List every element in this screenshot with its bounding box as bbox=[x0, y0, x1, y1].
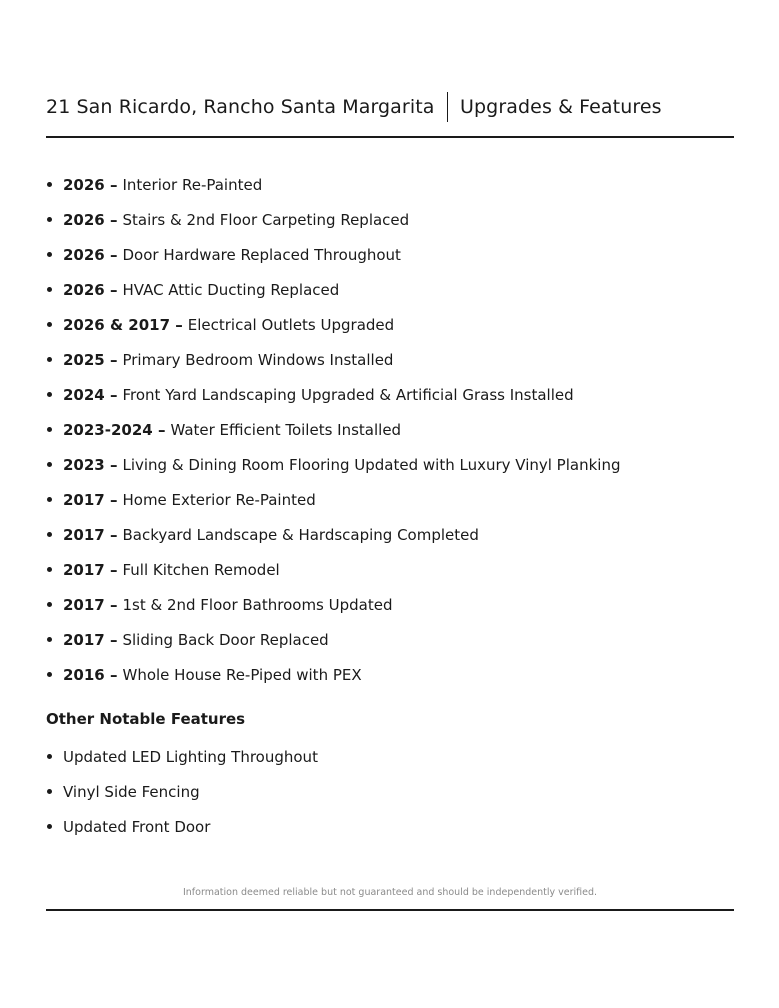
list-item bbox=[46, 167, 734, 202]
bullet-icon bbox=[47, 672, 52, 677]
list-item bbox=[46, 447, 734, 482]
upgrade-year: 2017 – bbox=[63, 490, 118, 509]
bullet-icon bbox=[47, 217, 52, 222]
upgrade-year: 2023 – bbox=[63, 455, 118, 474]
list-item bbox=[46, 587, 734, 622]
upgrade-text: Electrical Outlets Upgraded bbox=[187, 315, 395, 334]
bottom-rule bbox=[46, 909, 734, 911]
feature-text: Vinyl Side Fencing bbox=[63, 782, 200, 801]
upgrade-year: 2016 – bbox=[63, 665, 118, 684]
bullet-icon bbox=[47, 637, 52, 642]
upgrade-year: 2017 – bbox=[63, 595, 118, 614]
list-item bbox=[46, 517, 734, 552]
upgrade-year: 2023-2024 – bbox=[63, 420, 166, 439]
bullet-icon bbox=[47, 322, 52, 327]
upgrade-year: 2017 – bbox=[63, 630, 118, 649]
upgrade-text: Full Kitchen Remodel bbox=[122, 560, 280, 579]
upgrade-text: Living & Dining Room Flooring Updated with Luxury Vinyl Planking bbox=[122, 455, 621, 474]
upgrade-text: Front Yard Landscaping Upgraded & Artificial Grass Installed bbox=[122, 385, 574, 404]
list-item bbox=[46, 739, 734, 774]
bullet-icon bbox=[47, 532, 52, 537]
upgrade-year: 2017 – bbox=[63, 525, 118, 544]
upgrade-text: Interior Re-Painted bbox=[122, 175, 263, 194]
list-item bbox=[46, 307, 734, 342]
section-heading: Upgrades & Features bbox=[460, 96, 662, 118]
list-item bbox=[46, 809, 734, 844]
bullet-icon bbox=[47, 252, 52, 257]
bullet-icon bbox=[47, 287, 52, 292]
list-item bbox=[46, 237, 734, 272]
upgrade-text: Stairs & 2nd Floor Carpeting Replaced bbox=[122, 210, 410, 229]
top-rule bbox=[46, 136, 734, 138]
bullet-icon bbox=[47, 392, 52, 397]
upgrade-year: 2025 – bbox=[63, 350, 118, 369]
feature-text: Updated Front Door bbox=[63, 817, 211, 836]
upgrades-list bbox=[46, 167, 734, 692]
list-item bbox=[46, 412, 734, 447]
list-item bbox=[46, 622, 734, 657]
header-divider bbox=[447, 92, 449, 122]
list-item bbox=[46, 482, 734, 517]
list-item bbox=[46, 552, 734, 587]
list-item bbox=[46, 657, 734, 692]
bullet-icon bbox=[47, 789, 52, 794]
feature-text: Updated LED Lighting Throughout bbox=[63, 747, 318, 766]
list-item bbox=[46, 202, 734, 237]
list-item bbox=[46, 377, 734, 412]
upgrade-year: 2024 – bbox=[63, 385, 118, 404]
upgrade-text: Backyard Landscape & Hardscaping Completed bbox=[122, 525, 479, 544]
upgrade-text: 1st & 2nd Floor Bathrooms Updated bbox=[122, 595, 393, 614]
upgrade-year: 2017 – bbox=[63, 560, 118, 579]
bullet-icon bbox=[47, 754, 52, 759]
list-item bbox=[46, 272, 734, 307]
upgrade-text: Primary Bedroom Windows Installed bbox=[122, 350, 394, 369]
list-item bbox=[46, 774, 734, 809]
upgrade-text: Sliding Back Door Replaced bbox=[122, 630, 329, 649]
upgrade-text: Whole House Re-Piped with PEX bbox=[122, 665, 362, 684]
property-address: 21 San Ricardo, Rancho Santa Margarita bbox=[46, 96, 435, 118]
bullet-icon bbox=[47, 427, 52, 432]
disclaimer: Information deemed reliable but not guaranteed and should be independently verified. bbox=[182, 887, 598, 898]
bullet-icon bbox=[47, 567, 52, 572]
bullet-icon bbox=[47, 462, 52, 467]
upgrade-year: 2026 & 2017 – bbox=[63, 315, 183, 334]
upgrade-text: HVAC Attic Ducting Replaced bbox=[122, 280, 340, 299]
bullet-icon bbox=[47, 182, 52, 187]
bullet-icon bbox=[47, 497, 52, 502]
bullet-icon bbox=[47, 357, 52, 362]
upgrade-text: Water Efficient Toilets Installed bbox=[170, 420, 402, 439]
bullet-icon bbox=[47, 824, 52, 829]
bullet-icon bbox=[47, 602, 52, 607]
upgrade-text: Home Exterior Re-Painted bbox=[122, 490, 316, 509]
upgrade-year: 2026 – bbox=[63, 280, 118, 299]
upgrade-year: 2026 – bbox=[63, 210, 118, 229]
other-features-title: Other Notable Features bbox=[46, 710, 246, 728]
upgrade-year: 2026 – bbox=[63, 175, 118, 194]
page-header bbox=[46, 90, 734, 124]
upgrade-year: 2026 – bbox=[63, 245, 118, 264]
upgrade-text: Door Hardware Replaced Throughout bbox=[122, 245, 401, 264]
other-features-list bbox=[46, 739, 734, 844]
list-item bbox=[46, 342, 734, 377]
